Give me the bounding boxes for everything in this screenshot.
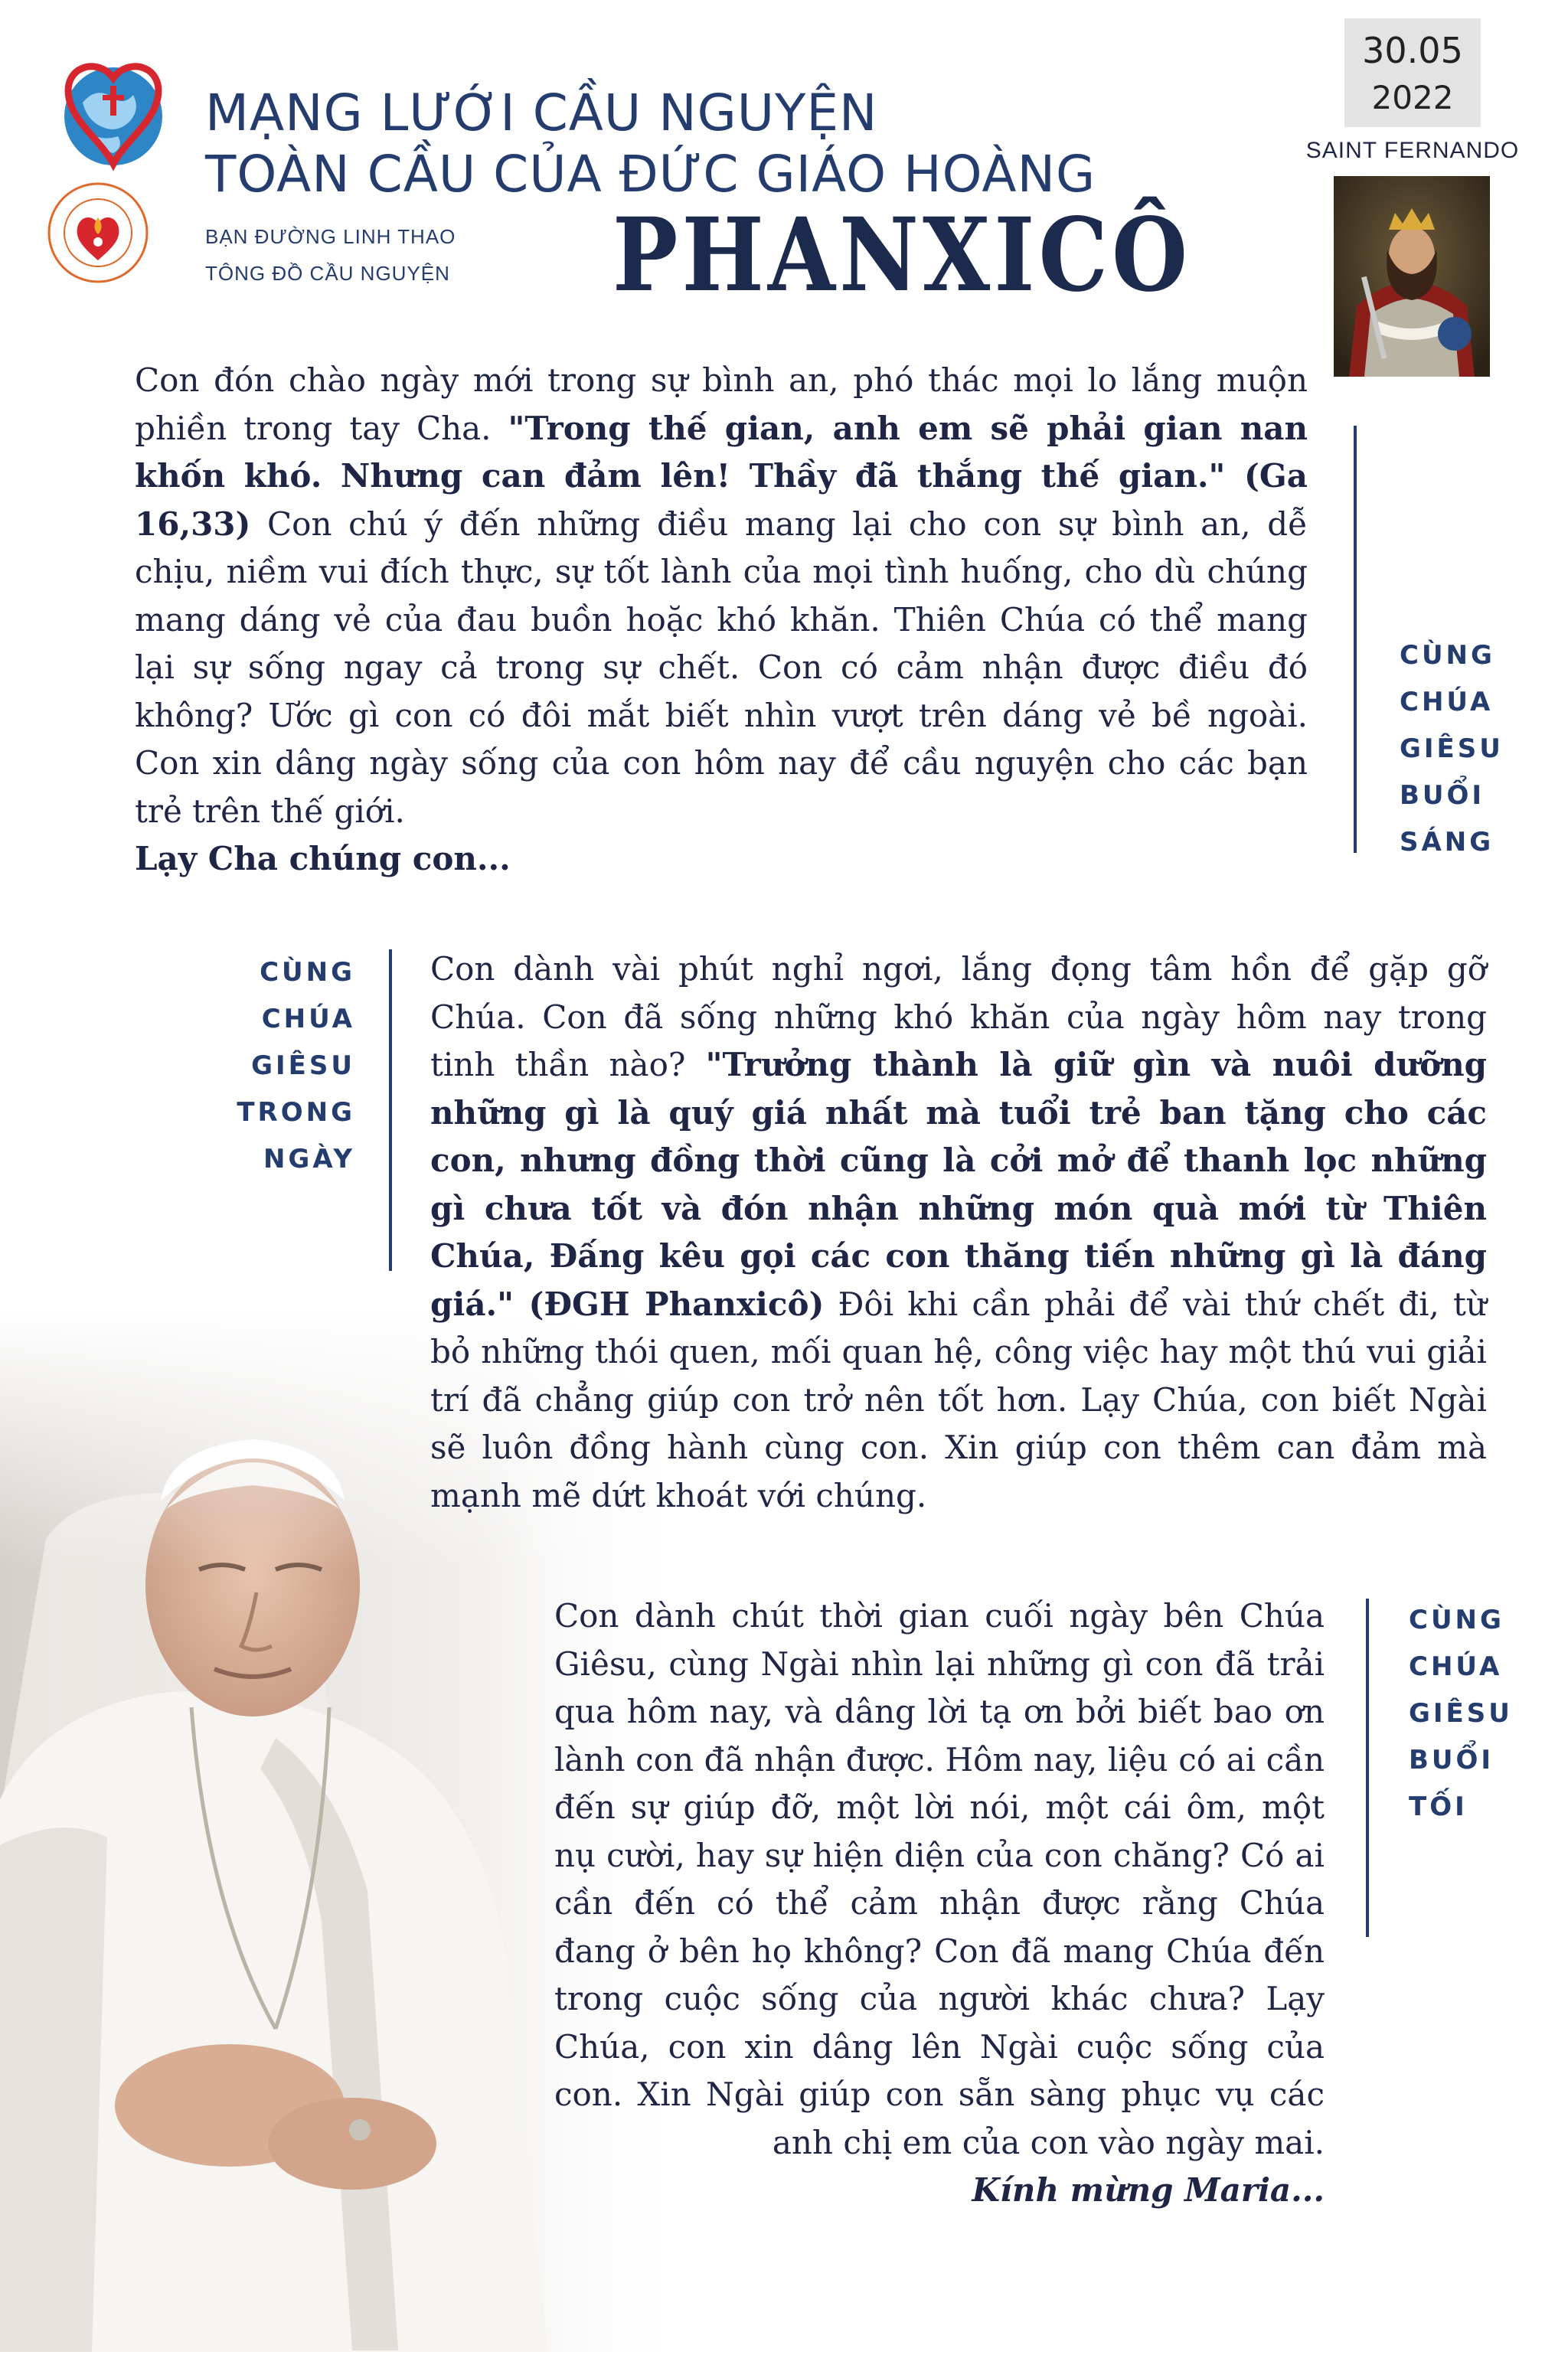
subtitle-line-2: TÔNG ĐỒ CẦU NGUYỆN [205, 262, 450, 285]
morning-label-word: SÁNG [1400, 827, 1494, 857]
morning-text-2: Con chú ý đến những điều mang lại cho con sự bình an, dễ chịu, niềm vui đích thực, sự tốt lành của mọi tình huống, cho dù chúng mang dáng vẻ của đau buồn hoặc khó khăn. Thiên Chúa có thể mang lại sự sống ngay cả trong sự chết. Con có cảm nhận được điều đó không? Ước gì con có đôi mắt biết nhìn vượt trên dáng vẻ bề ngoài. Con xin dâng ngày sống của con hôm nay để cầu nguyện cho các bạn trẻ trên thế giới. [135, 505, 1308, 830]
evening-paragraph [554, 1592, 1325, 2215]
day-section-label [228, 949, 355, 1183]
morning-label-word: GIÊSU [1400, 733, 1504, 764]
day-label-word: TRONG [237, 1097, 355, 1128]
day-label-word: CÙNG [260, 957, 355, 988]
morning-label-word: CÙNG [1400, 640, 1495, 671]
evening-label-word: CHÚA [1409, 1651, 1503, 1682]
day-label-word: GIÊSU [251, 1050, 355, 1081]
morning-label-word: BUỔI [1400, 780, 1485, 811]
title-line-1: MẠNG LƯỚI CẦU NGUYỆN [205, 83, 878, 142]
pope-name-heading: PHANXICÔ [612, 196, 1192, 315]
morning-section-label [1400, 632, 1504, 866]
companions-logo [46, 181, 150, 285]
morning-closing-prayer: Lạy Cha chúng con... [135, 840, 511, 877]
morning-label-word: CHÚA [1400, 687, 1494, 717]
saint-portrait [1334, 176, 1490, 377]
day-divider [389, 949, 392, 1271]
evening-divider [1366, 1599, 1369, 1937]
date-year: 2022 [1371, 79, 1454, 116]
title-line-2: TOÀN CẦU CỦA ĐỨC GIÁO HOÀNG [205, 145, 1096, 204]
evening-label-word: BUỔI [1409, 1745, 1494, 1775]
day-text-2: Đôi khi cần phải để vài thứ chết đi, từ bỏ những thói quen, mối quan hệ, công việc hay một thú vui giải trí đã chẳng giúp con trở nên tốt hơn. Lạy Chúa, con biết Ngài sẽ luôn đồng hành cùng con. Xin giúp con thêm can đảm mà mạnh mẽ dứt khoát với chúng. [430, 1285, 1487, 1514]
saint-name: SAINT FERNANDO [1305, 138, 1520, 163]
morning-paragraph [135, 357, 1308, 884]
morning-divider [1354, 426, 1357, 853]
evening-label-word: TỐI [1409, 1792, 1468, 1822]
date-badge [1344, 18, 1481, 127]
evening-closing-prayer: Kính mừng Maria... [972, 2171, 1325, 2209]
morning-text-1: Con đón chào ngày mới trong sự bình an, phó thác mọi lo lắng muộn phiền trong tay Cha. [135, 361, 1308, 447]
day-label-word: CHÚA [261, 1004, 355, 1034]
evening-text: Con dành chút thời gian cuối ngày bên Chúa Giêsu, cùng Ngài nhìn lại những gì con đã trải qua hôm nay, và dâng lời tạ ơn bởi biết bao ơn lành con đã nhận được. Hôm nay, liệu có ai cần đến sự giúp đỡ, một lời nói, một cái ôm, một nụ cười, hay sự hiện diện của con chăng? Có ai cần đến có thể cảm nhận được rằng Chúa đang ở bên họ không? Con đã mang Chúa đến trong cuộc sống của người khác chưa? Lạy Chúa, con xin dâng lên Ngài cuộc sống của con. Xin Ngài giúp con sẵn sàng phục vụ các anh chị em của con vào ngày mai. [554, 1597, 1325, 2161]
day-pope-quote: "Trưởng thành là giữ gìn và nuôi dưỡng những gì là quý giá nhất mà tuổi trẻ ban tặng cho các con, nhưng đồng thời cũng là cởi mở để thanh lọc những gì chưa tốt và đón nhận những món quà mới từ Thiên Chúa, Đấng kêu gọi các con thăng tiến những gì là đáng giá." (ĐGH Phanxicô) [430, 1046, 1488, 1323]
evening-section-label [1409, 1597, 1513, 1831]
day-paragraph [430, 946, 1487, 1520]
date-day-month: 30.05 [1362, 30, 1463, 71]
evening-label-word: CÙNG [1409, 1605, 1504, 1635]
evening-label-word: GIÊSU [1409, 1698, 1513, 1729]
day-label-word: NGÀY [263, 1144, 355, 1174]
subtitle-line-1: BẠN ĐƯỜNG LINH THAO [205, 225, 456, 248]
prayer-network-logo [52, 52, 175, 175]
morning-scripture-quote: "Trong thế gian, anh em sẽ phải gian nan khốn khó. Nhưng can đảm lên! Thầy đã thắng thế gian." (Ga 16,33) [135, 409, 1308, 543]
day-text-1: Con dành vài phút nghỉ ngơi, lắng đọng tâm hồn để gặp gỡ Chúa. Con đã sống những khó khăn của ngày hôm nay trong tinh thần nào? [430, 950, 1487, 1083]
